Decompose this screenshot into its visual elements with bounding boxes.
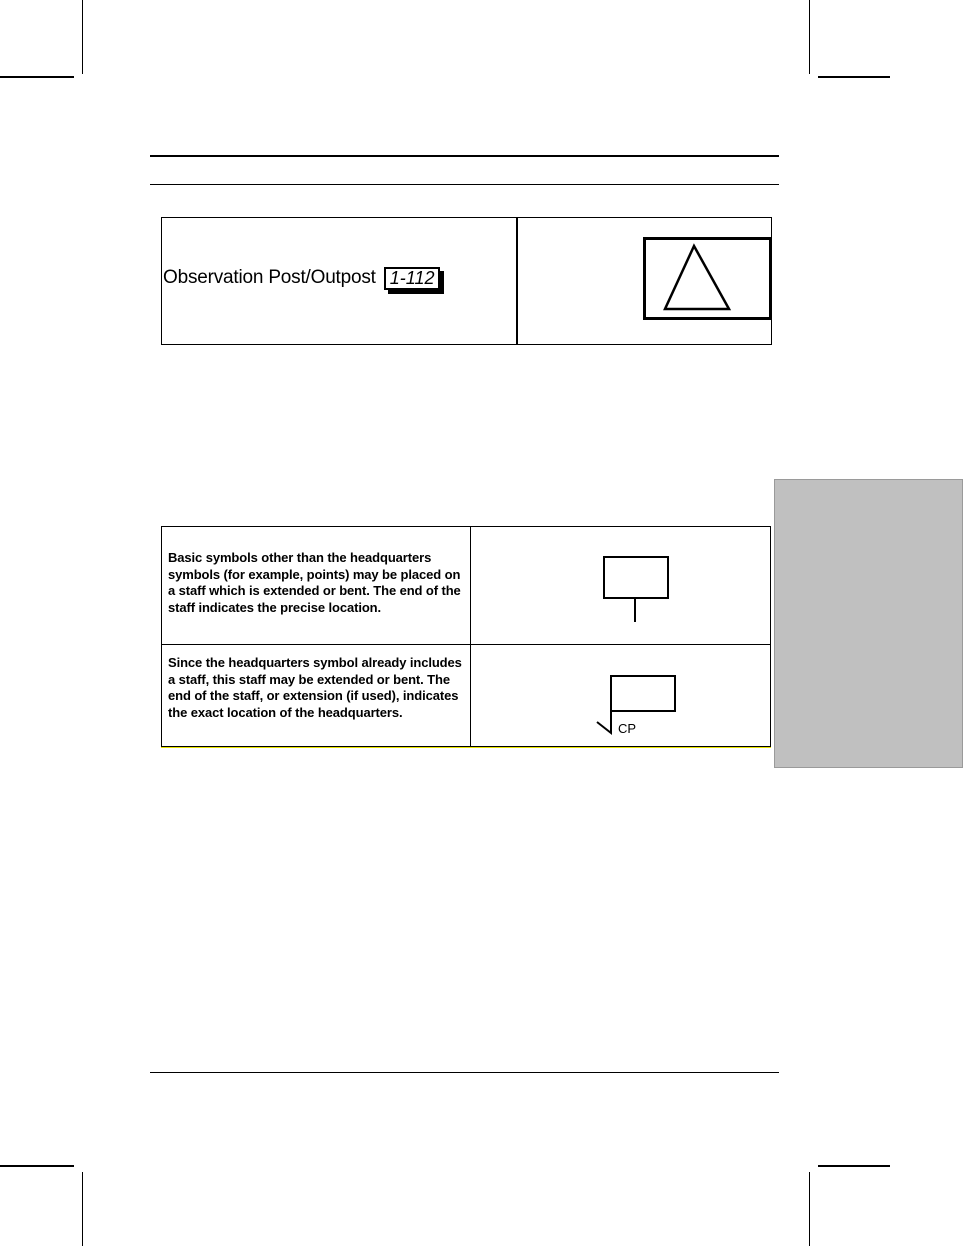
crop-mark <box>82 1172 83 1246</box>
table-column-divider <box>470 527 471 746</box>
crop-mark <box>0 76 74 78</box>
chapter-tab <box>774 479 963 768</box>
header-rule-thin <box>150 184 779 185</box>
cp-label: CP <box>618 721 637 736</box>
staff-rules-table <box>161 526 771 747</box>
table-divider <box>516 217 518 345</box>
crop-mark <box>0 1165 74 1167</box>
crop-mark <box>82 0 83 74</box>
footer-rule <box>150 1072 779 1073</box>
symbol-name: Observation Post/Outpost <box>163 267 376 288</box>
crop-mark <box>809 1172 810 1246</box>
crop-mark <box>809 0 810 74</box>
table-underline <box>161 747 771 748</box>
rule-text-basic-symbol: Basic symbols other than the headquarters symbols (for example, points) may be placed on a staff which is extended or bent. The end of the staff indicates the precise location. <box>168 550 461 615</box>
symbol-entry-table <box>161 217 772 345</box>
crop-mark <box>818 1165 890 1167</box>
table-row-divider <box>162 644 770 645</box>
symbol-label-cell <box>163 265 440 291</box>
reference-number: 1-112 <box>384 267 441 290</box>
crop-mark <box>818 76 890 78</box>
header-rule-thick <box>150 155 779 157</box>
triangle-in-box-icon <box>643 237 773 321</box>
rule-text-headquarters: Since the headquarters symbol already includes a staff, this staff may be extended or bent. The end of the staff, or extension (if used), indicates the exact location of the headquarters. <box>168 655 462 720</box>
reference-badge[interactable] <box>384 267 441 290</box>
